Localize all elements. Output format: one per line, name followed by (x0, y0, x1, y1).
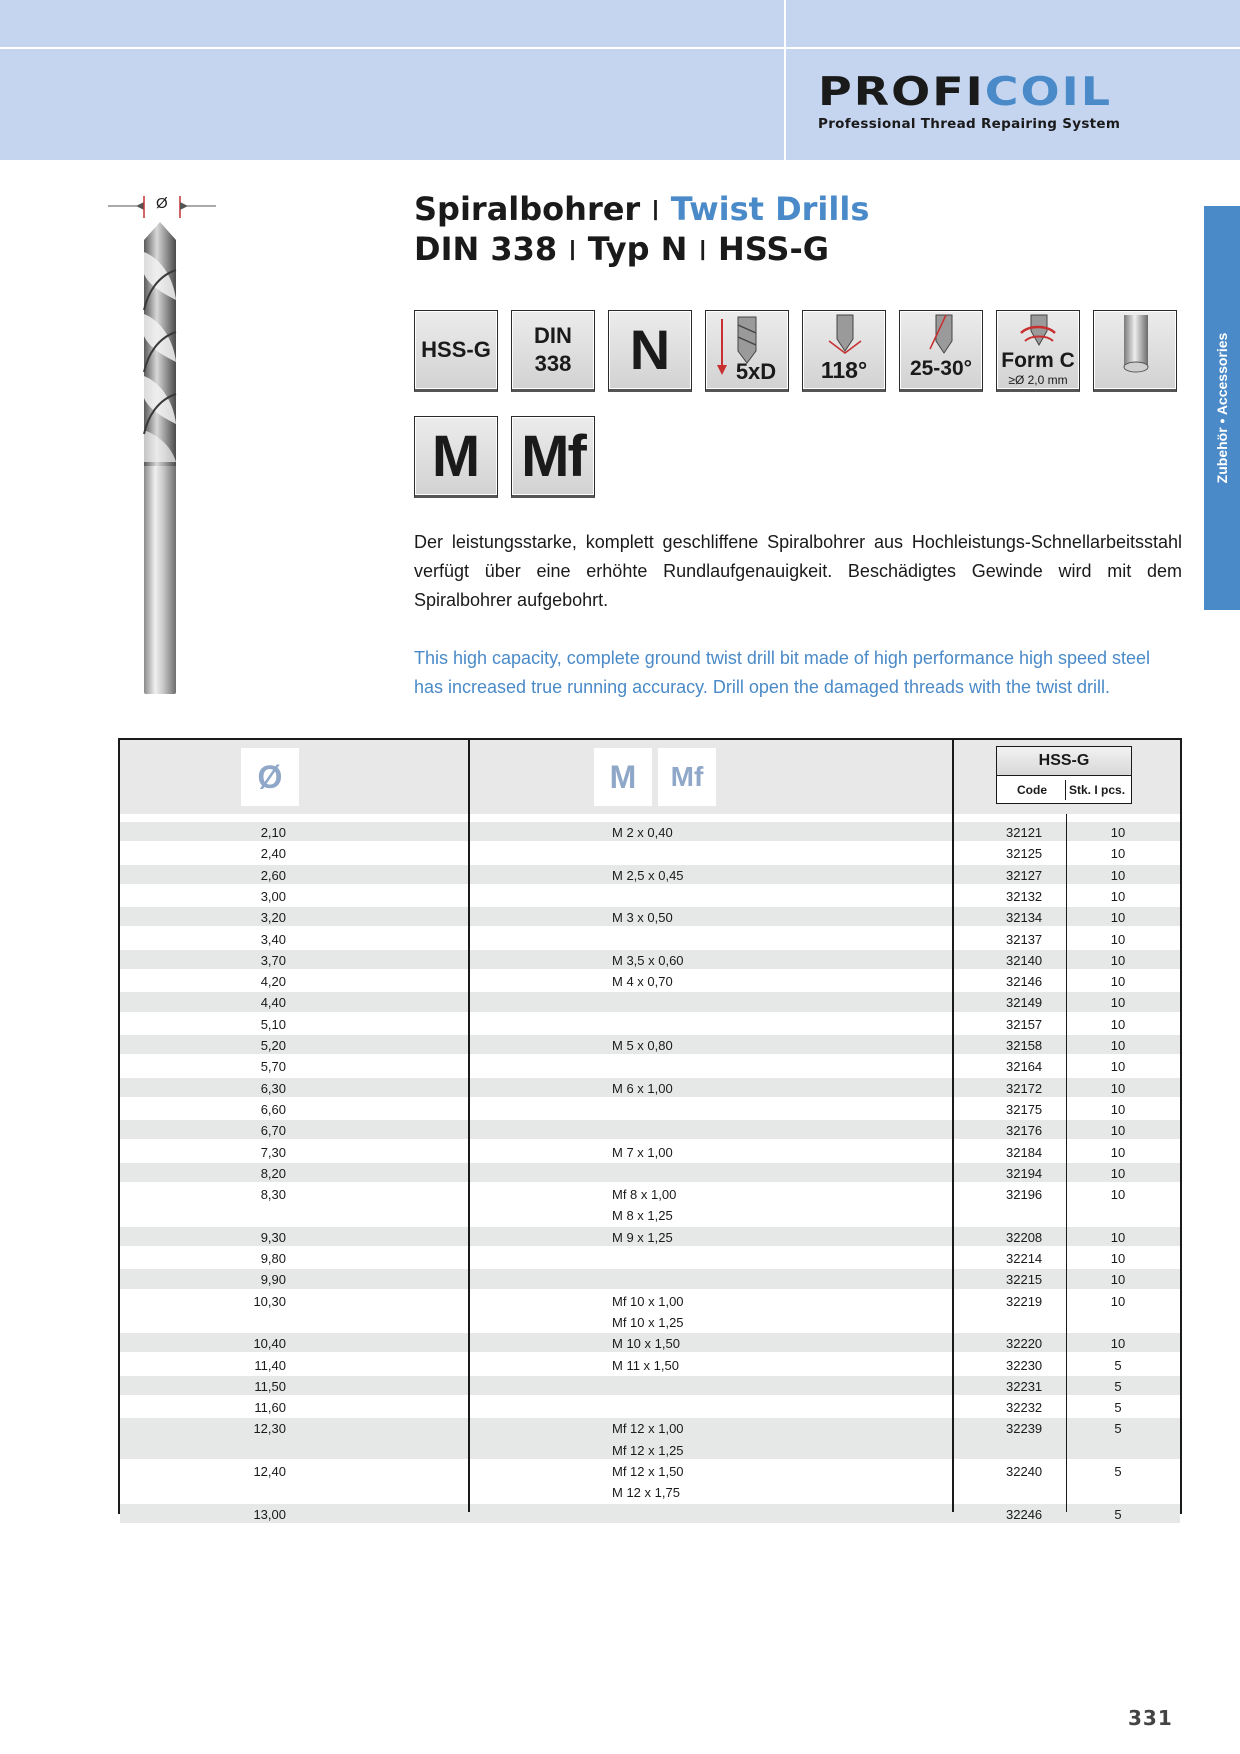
cell-code: 32220 (1006, 1336, 1043, 1352)
thread-m-label: M (431, 424, 481, 489)
cell-pieces: 10 (1110, 995, 1126, 1011)
cell-code: 32232 (1006, 1400, 1043, 1416)
cell-pieces: 5 (1114, 1421, 1122, 1437)
cell-pieces: 5 (1114, 1357, 1122, 1373)
cell-diameter: 2,60 (260, 867, 286, 883)
cell-code: 32215 (1006, 1272, 1043, 1288)
cell-pieces: 10 (1110, 867, 1126, 883)
cell-pieces: 10 (1110, 1229, 1126, 1245)
table-row (120, 1376, 1180, 1395)
cell-pieces: 5 (1114, 1400, 1122, 1416)
cell-thread: M 10 x 1,50 (612, 1336, 680, 1352)
cell-diameter: 8,30 (260, 1187, 286, 1203)
cell-diameter: 3,00 (260, 888, 286, 904)
cell-code: 32239 (1006, 1421, 1043, 1437)
thread-mf-label: Mf (521, 424, 585, 489)
cell-diameter: 4,20 (260, 974, 286, 990)
cell-code: 32240 (1006, 1464, 1043, 1479)
straight-shank-graphic-icon (1094, 311, 1177, 392)
table-row (120, 1461, 1180, 1502)
cell-diameter: 9,90 (260, 1272, 286, 1288)
thread-m-icon (414, 416, 498, 498)
page-title (414, 190, 869, 228)
cell-thread: Mf 10 x 1,25 (612, 1314, 684, 1330)
cell-pieces: 10 (1110, 1165, 1126, 1181)
table-row (120, 1269, 1180, 1288)
cell-diameter: 9,80 (260, 1251, 286, 1266)
din-338-icon (511, 310, 595, 392)
cell-pieces: 10 (1110, 974, 1126, 990)
cell-code: 32132 (1006, 888, 1043, 904)
type-n-label: N (629, 318, 671, 381)
table-row (120, 971, 1180, 990)
cell-code: 32208 (1006, 1229, 1043, 1245)
table-row (120, 992, 1180, 1011)
title-english: Twist Drills (670, 190, 870, 228)
cell-code: 32175 (1006, 1101, 1043, 1117)
cell-thread: M 7 x 1,00 (612, 1144, 673, 1160)
table-row (120, 1248, 1180, 1267)
diameter-symbol: Ø (156, 195, 168, 212)
cell-code: 32149 (1006, 995, 1043, 1011)
table-row (120, 1184, 1180, 1225)
table-row (120, 1142, 1180, 1161)
brand-name (818, 68, 1178, 115)
cell-pieces: 10 (1110, 1187, 1126, 1203)
cell-diameter: 2,40 (260, 846, 286, 862)
table-row (120, 1397, 1180, 1416)
cell-diameter: 5,70 (260, 1059, 286, 1075)
cell-pieces: 10 (1110, 1016, 1126, 1032)
cell-diameter: 11,60 (254, 1400, 286, 1416)
cell-diameter: 12,30 (253, 1421, 286, 1437)
cell-diameter: 11,40 (254, 1357, 286, 1373)
product-table (118, 738, 1182, 1522)
table-row (120, 1355, 1180, 1374)
header-subcolumn-divider (1065, 780, 1066, 800)
cell-thread: Mf 12 x 1,50 (612, 1464, 684, 1479)
cell-code: 32121 (1006, 825, 1043, 840)
header-code: Code (1017, 783, 1047, 797)
cell-thread: M 5 x 0,80 (612, 1038, 673, 1053)
cell-thread: M 2 x 0,40 (612, 825, 673, 840)
cell-diameter: 11,50 (254, 1378, 286, 1394)
table-row (120, 886, 1180, 905)
cell-code: 32164 (1006, 1059, 1043, 1075)
cell-diameter: 5,20 (260, 1038, 286, 1053)
cell-thread: M 9 x 1,25 (612, 1229, 673, 1245)
cell-pieces: 10 (1110, 1038, 1126, 1053)
cell-code: 32134 (1006, 910, 1043, 926)
hss-g-label: HSS-G (421, 337, 491, 362)
cell-pieces: 10 (1110, 1336, 1126, 1352)
cell-code: 32194 (1006, 1165, 1043, 1181)
table-row (120, 1418, 1180, 1459)
cell-diameter: 3,40 (260, 931, 286, 947)
cell-diameter: 5,10 (260, 1016, 286, 1032)
title-german: Spiralbohrer (414, 190, 641, 228)
page-subtitle (414, 230, 829, 268)
cell-code: 32157 (1006, 1016, 1043, 1032)
cell-diameter: 6,60 (260, 1101, 286, 1117)
table-row (120, 1504, 1180, 1523)
form-c-label: Form C (1001, 349, 1075, 372)
cell-pieces: 10 (1110, 888, 1126, 904)
cell-diameter: 12,40 (253, 1464, 286, 1479)
column-divider-1 (468, 740, 470, 1512)
cell-pieces: 10 (1110, 1272, 1126, 1288)
cell-code: 32127 (1006, 867, 1043, 883)
cell-diameter: 3,20 (260, 910, 286, 926)
description-english: This high capacity, complete ground twist drill bit made of high performance high speed steel has increased true running accuracy. Drill open the damaged threads with the twist drill. (414, 648, 1151, 697)
table-row (120, 950, 1180, 969)
cell-pieces: 10 (1110, 1080, 1126, 1096)
cell-pieces: 10 (1110, 1059, 1126, 1075)
brand-tagline: Professional Thread Repairing System (818, 116, 1121, 132)
header-subcolumns (996, 776, 1132, 804)
brand-name-a: PROFI (818, 68, 985, 115)
table-row (120, 1120, 1180, 1139)
cell-pieces: 10 (1110, 846, 1126, 862)
cell-code: 32184 (1006, 1144, 1043, 1160)
header-vertical-divider (784, 0, 786, 160)
table-row (120, 1163, 1180, 1182)
cell-code: 32196 (1006, 1187, 1043, 1203)
cell-pieces: 5 (1114, 1506, 1122, 1522)
header-material: HSS-G (996, 746, 1132, 776)
cell-code: 32158 (1006, 1038, 1043, 1053)
cell-pieces: 10 (1110, 952, 1126, 968)
cell-diameter: 3,70 (260, 952, 286, 968)
hss-g-icon (414, 310, 498, 392)
table-row (120, 929, 1180, 948)
table-row (120, 1035, 1180, 1054)
table-row (120, 907, 1180, 926)
table-row (120, 1227, 1180, 1246)
subtitle-type: Typ N (587, 230, 688, 268)
subtitle-separator-2: I (698, 234, 707, 267)
header-diameter-icon: Ø (241, 748, 299, 806)
table-row (120, 843, 1180, 862)
thread-mf-icon (511, 416, 595, 498)
subtitle-standard: DIN 338 (414, 230, 558, 268)
table-row (120, 822, 1180, 841)
subtitle-material: HSS-G (718, 230, 829, 268)
cell-thread: Mf 12 x 1,00 (612, 1421, 684, 1437)
diameter-dimension-marker (108, 192, 216, 220)
cell-thread: M 3 x 0,50 (612, 910, 673, 926)
drill-depth-icon (705, 310, 789, 392)
table-row (120, 1056, 1180, 1075)
cell-code: 32214 (1006, 1251, 1043, 1266)
straight-shank-icon (1093, 310, 1177, 392)
form-c-sublabel: ≥Ø 2,0 mm (1008, 373, 1068, 387)
cell-diameter: 13,00 (253, 1506, 286, 1522)
table-row (120, 865, 1180, 884)
cell-pieces: 10 (1110, 1101, 1126, 1117)
description-german: Der leistungsstarke, komplett geschliffene Spiralbohrer aus Hochleistungs-Schnellarbeitsstahl verfügt über eine erhöhte Rundlaufgenauigkeit. Beschädigtes Gewinde wird mit dem Spiralbohrer aufgebohrt. (414, 532, 1182, 610)
point-angle-label: 118° (820, 357, 868, 383)
cell-diameter: 9,30 (260, 1229, 286, 1245)
column-divider-3 (1066, 814, 1067, 1512)
page-number: 331 (1128, 1706, 1173, 1730)
cell-diameter: 10,30 (253, 1293, 286, 1309)
cell-diameter: 10,40 (253, 1336, 286, 1352)
cell-pieces: 10 (1110, 931, 1126, 947)
cell-diameter: 6,30 (260, 1080, 286, 1096)
cell-thread: M 3,5 x 0,60 (612, 952, 684, 968)
brand-logo (818, 68, 1178, 132)
cell-code: 32230 (1006, 1357, 1043, 1373)
form-c-icon (996, 310, 1080, 392)
cell-code: 32172 (1006, 1080, 1043, 1096)
subtitle-separator-1: I (568, 234, 577, 267)
table-row (120, 1291, 1180, 1332)
header-top-band (0, 0, 1240, 47)
section-side-tab-label: Zubehör • Accessories (1214, 332, 1230, 484)
cell-code: 32146 (1006, 974, 1043, 990)
cell-diameter: 2,10 (260, 825, 286, 840)
cell-code: 32137 (1006, 931, 1043, 947)
din-label: DIN (534, 323, 572, 348)
header-stk: Stk. I pcs. (1069, 783, 1126, 797)
cell-diameter: 8,20 (260, 1165, 286, 1181)
cell-thread: M 4 x 0,70 (612, 974, 673, 990)
table-row (120, 1099, 1180, 1118)
cell-code: 32246 (1006, 1506, 1043, 1522)
cell-diameter: 4,40 (260, 995, 286, 1011)
cell-pieces: 5 (1114, 1378, 1122, 1394)
cell-pieces: 5 (1114, 1464, 1122, 1479)
cell-pieces: 10 (1110, 910, 1126, 926)
cell-thread: M 8 x 1,25 (612, 1208, 673, 1224)
cell-pieces: 10 (1110, 1144, 1126, 1160)
cell-diameter: 7,30 (260, 1144, 286, 1160)
cell-code: 32231 (1006, 1378, 1043, 1394)
cell-thread: M 2,5 x 0,45 (612, 867, 684, 883)
brand-name-b: COIL (984, 68, 1113, 115)
cell-code: 32125 (1006, 846, 1043, 862)
column-divider-2 (952, 740, 954, 1512)
cell-code: 32140 (1006, 952, 1043, 968)
point-angle-icon (802, 310, 886, 392)
drill-depth-label: 5xD (735, 359, 777, 384)
helix-angle-label: 25-30° (909, 357, 973, 380)
cell-thread: M 12 x 1,75 (612, 1485, 680, 1501)
cell-thread: M 11 x 1,50 (612, 1357, 679, 1373)
cell-pieces: 10 (1110, 1293, 1126, 1309)
header-m-icon: M (594, 748, 652, 806)
cell-thread: Mf 10 x 1,00 (612, 1293, 684, 1309)
din-number: 338 (534, 351, 572, 376)
cell-thread: Mf 8 x 1,00 (612, 1187, 677, 1203)
cell-thread: Mf 12 x 1,25 (612, 1442, 684, 1458)
cell-diameter: 6,70 (260, 1123, 286, 1139)
cell-thread: M 6 x 1,00 (612, 1080, 673, 1096)
table-row (120, 1078, 1180, 1097)
cell-code: 32176 (1006, 1123, 1043, 1139)
helix-angle-icon (899, 310, 983, 392)
title-separator: I (651, 194, 660, 227)
cell-pieces: 10 (1110, 1123, 1126, 1139)
cell-pieces: 10 (1110, 1251, 1126, 1266)
twist-drill-illustration (138, 222, 182, 698)
cell-code: 32219 (1006, 1293, 1043, 1309)
cell-pieces: 10 (1110, 825, 1126, 840)
table-row (120, 1333, 1180, 1352)
table-row (120, 1014, 1180, 1033)
type-n-icon (608, 310, 692, 392)
header-mf-icon: Mf (658, 748, 716, 806)
